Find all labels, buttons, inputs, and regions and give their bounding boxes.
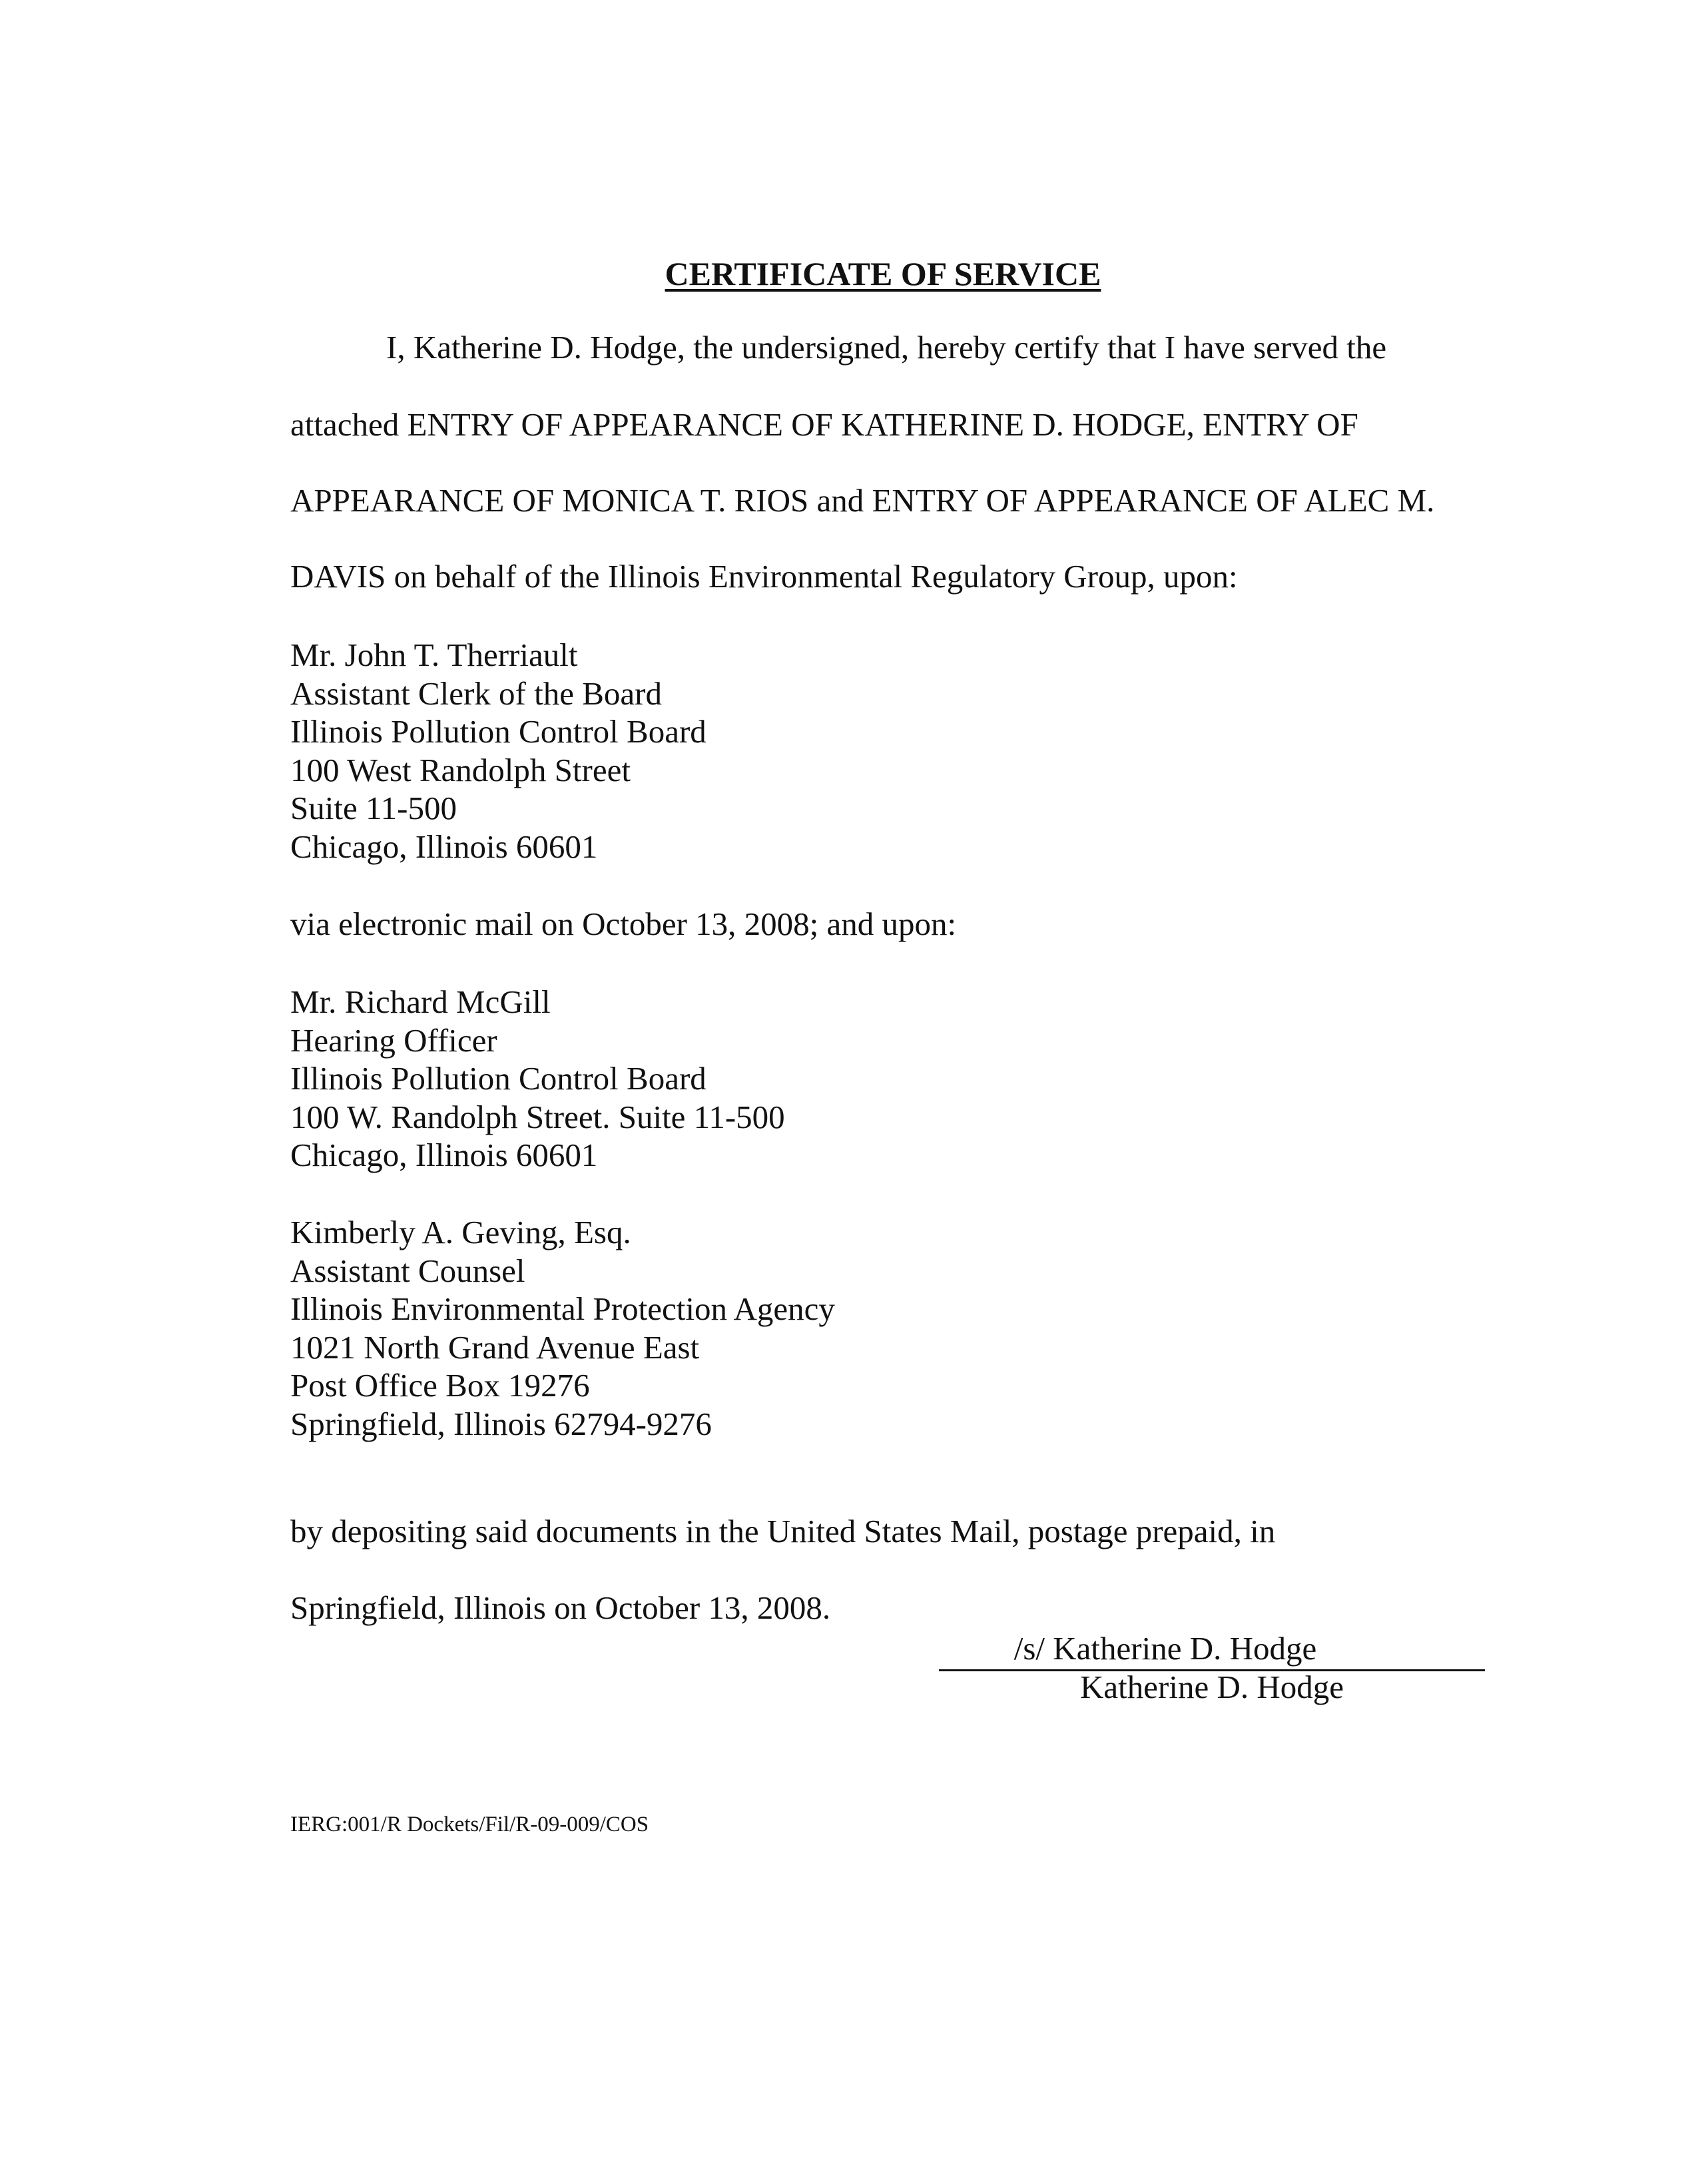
- address-line: Suite 11-500: [290, 790, 457, 827]
- addressee-block-1: [290, 636, 706, 866]
- address-line: 100 West Randolph Street: [290, 751, 631, 788]
- document-title: CERTIFICATE OF SERVICE: [665, 255, 1101, 292]
- closing-line-1: by depositing said documents in the United States Mail, postage prepaid, in: [290, 1513, 1276, 1549]
- addressee-block-3: [290, 1213, 835, 1444]
- address-line: 1021 North Grand Avenue East: [290, 1328, 700, 1366]
- document-reference-code: IERG:001/R Dockets/Fil/R-09-009/COS: [290, 1812, 649, 1836]
- address-line: Illinois Pollution Control Board: [290, 713, 706, 750]
- address-line: Hearing Officer: [290, 1021, 497, 1059]
- address-line: Mr. Richard McGill: [290, 983, 551, 1020]
- address-line: Illinois Pollution Control Board: [290, 1060, 706, 1097]
- signature-name: Katherine D. Hodge: [1080, 1669, 1344, 1705]
- address-line: Assistant Clerk of the Board: [290, 675, 662, 712]
- address-line: Post Office Box 19276: [290, 1367, 590, 1404]
- address-line: 100 W. Randolph Street. Suite 11-500: [290, 1098, 785, 1135]
- address-line: Kimberly A. Geving, Esq.: [290, 1214, 631, 1250]
- signature-mark: /s/ Katherine D. Hodge: [1013, 1630, 1317, 1667]
- address-line: Springfield, Illinois 62794-9276: [290, 1405, 712, 1442]
- closing-line-2: Springfield, Illinois on October 13, 2008.: [290, 1589, 831, 1626]
- address-line: Assistant Counsel: [290, 1252, 525, 1289]
- paragraph-line-4: DAVIS on behalf of the Illinois Environmental Regulatory Group, upon:: [290, 558, 1238, 595]
- paragraph-line-2: attached ENTRY OF APPEARANCE OF KATHERINE D. HODGE, ENTRY OF: [290, 406, 1358, 443]
- address-line: Chicago, Illinois 60601: [290, 828, 598, 865]
- address-line: Chicago, Illinois 60601: [290, 1137, 598, 1174]
- paragraph-line-1: I, Katherine D. Hodge, the undersigned, hereby certify that I have served the: [386, 329, 1387, 366]
- address-line: Illinois Environmental Protection Agency: [290, 1290, 835, 1328]
- address-line: Mr. John T. Therriault: [290, 637, 578, 673]
- paragraph-line-3: APPEARANCE OF MONICA T. RIOS and ENTRY OF APPEARANCE OF ALEC M.: [290, 482, 1435, 519]
- via-electronic-mail-line: via electronic mail on October 13, 2008; and upon:: [290, 906, 957, 942]
- addressee-block-2: [290, 983, 785, 1175]
